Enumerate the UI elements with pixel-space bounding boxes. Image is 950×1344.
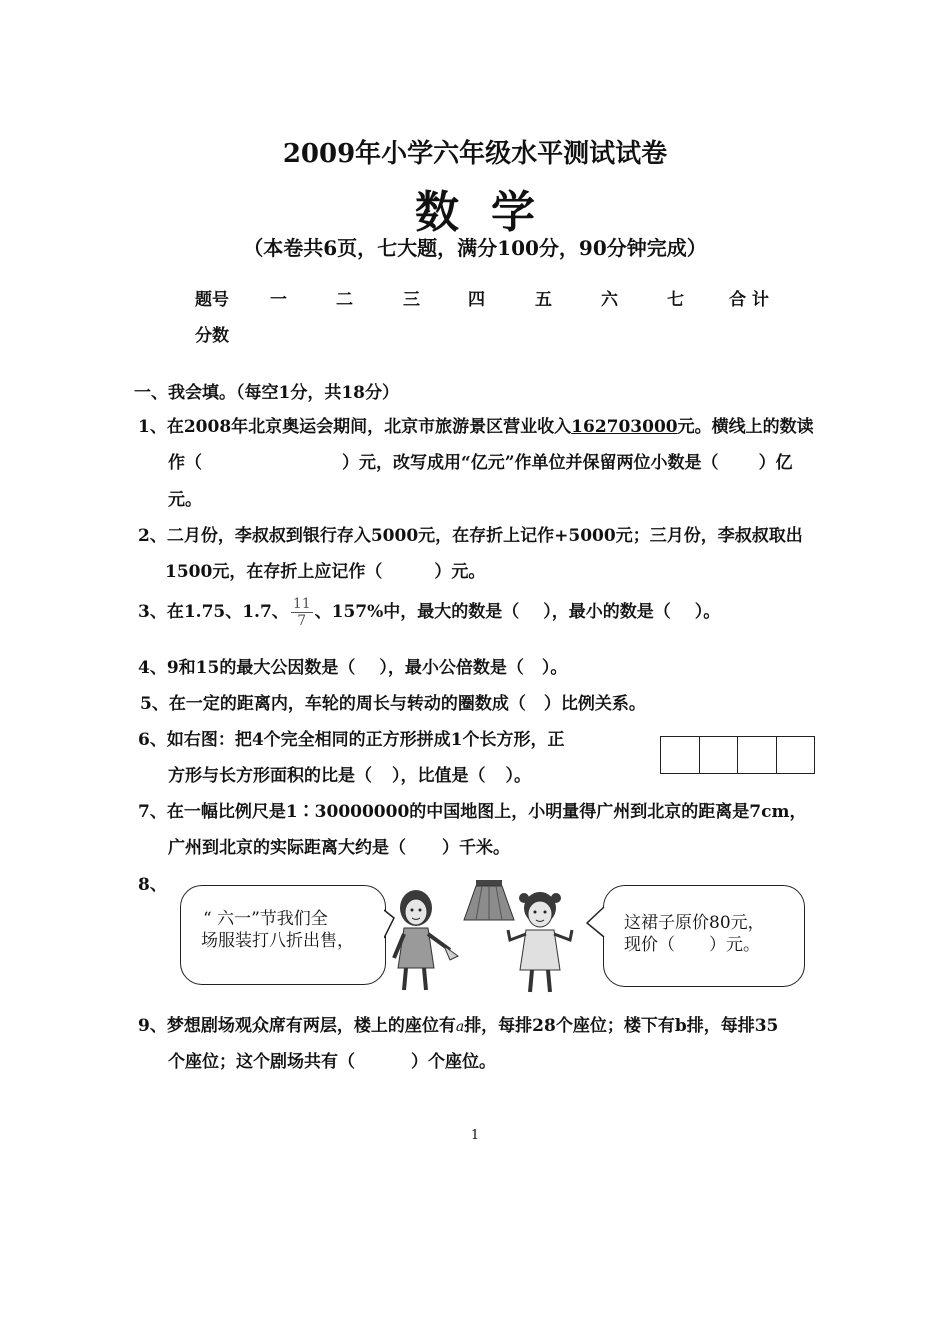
q4-text: ），最小公倍数是（ [379, 658, 524, 678]
question-6-line-2 [168, 761, 531, 786]
score-col: 七 [667, 290, 684, 310]
question-7-line-1: 7、在一幅比例尺是1∶30000000的中国地图上，小明量得广州到北京的距离是7cm， [138, 802, 807, 822]
question-6-line-1: 6、如右图：把4个完全相同的正方形拼成1个长方形，正 [138, 730, 565, 750]
right-girl-figure [508, 892, 572, 992]
q3-text: 、157%中，最大的数是（ [314, 602, 520, 622]
speech-bubble-right [603, 885, 805, 987]
q5-text: 5、在一定的距离内，车轮的周长与转动的圈数成（ [140, 694, 526, 714]
score-col: 六 [601, 290, 618, 310]
question-5 [140, 689, 646, 714]
question-1-line-3: 元。 [168, 490, 202, 510]
fraction-numerator: 11 [292, 596, 311, 612]
score-col: 二 [336, 290, 353, 310]
q1-underlined-number: 162703000 [571, 417, 678, 437]
q6-text: 方形与长方形面积的比是（ [168, 766, 372, 786]
speech-bubble-left [180, 885, 386, 985]
question-9-line-1 [138, 1011, 778, 1036]
q9-text: 个座位；这个剧场共有（ [168, 1052, 355, 1072]
q9-text: 排，每排28个座位；楼下有b排，每排35 [464, 1016, 779, 1036]
section-note: （每空1分，共18分） [236, 383, 399, 403]
exam-info: （本卷共6页，七大题，满分100分，90分钟完成） [243, 236, 707, 260]
score-row-label: 分数 [195, 326, 229, 346]
bubble-right-text: ）元。 [709, 935, 760, 955]
score-col: 一 [270, 290, 287, 310]
q2-text: ）元。 [434, 562, 486, 582]
square [777, 737, 815, 773]
illustration-girls-skirt [384, 878, 606, 996]
q6-text: ）。 [505, 766, 531, 786]
left-girl-figure [394, 890, 458, 990]
bubble-right-line-1: 这裙子原价80元， [624, 913, 765, 933]
page-number: 1 [470, 1128, 480, 1143]
question-3 [138, 596, 720, 629]
square [738, 737, 777, 773]
q9-text: ）个座位。 [411, 1052, 496, 1072]
square [661, 737, 700, 773]
bubble-left-line-1: “ 六一”节我们全 [203, 909, 328, 929]
skirt-icon [464, 880, 514, 920]
q1-text: 1、在2008年北京奥运会期间，北京市旅游景区营业收入 [138, 417, 572, 437]
bubble-tail-left [384, 910, 394, 938]
question-7-line-2 [168, 833, 510, 858]
q3-text: 3、在1.75、1.7、 [138, 602, 289, 622]
question-1-line-2 [168, 448, 793, 473]
question-9-line-2 [168, 1047, 496, 1072]
q7-text: ）千米。 [442, 838, 510, 858]
q2-text: 1500元，在存折上应记作（ [165, 562, 383, 582]
q3-text: ），最小的数是（ [543, 602, 671, 622]
q1-text: 作（ [168, 453, 202, 473]
bubble-right-line-2 [624, 934, 760, 956]
q4-text: ）。 [541, 658, 568, 678]
score-col: 四 [468, 290, 485, 310]
exam-title: 2009年小学六年级水平测试试卷 [282, 139, 668, 169]
square [700, 737, 739, 773]
subject-title: 数学 [415, 187, 567, 238]
bubble-left-line-2: 场服装打八折出售， [201, 931, 354, 951]
fraction-denominator: 7 [297, 613, 307, 629]
q3-text: ）。 [694, 602, 721, 622]
fraction [291, 596, 313, 629]
bubble-tail-right [585, 905, 605, 939]
score-col: 五 [535, 290, 552, 310]
question-2-line-1: 2、二月份，李叔叔到银行存入5000元，在存折上记作+5000元；三月份，李叔叔取出 [138, 526, 803, 546]
question-2-line-2 [165, 557, 485, 582]
q1-text: 元。横线上的数读 [677, 417, 814, 437]
q4-text: 4、9和15的最大公因数是（ [138, 658, 356, 678]
question-8-label: 8、 [138, 875, 167, 895]
q5-text: ）比例关系。 [543, 694, 646, 714]
score-col: 合 计 [729, 290, 769, 310]
section-heading [134, 378, 399, 403]
question-4 [138, 653, 567, 678]
q9-text: 9、梦想剧场观众席有两层，楼上的座位有 [138, 1016, 456, 1036]
q7-text: 广州到北京的实际距离大约是（ [168, 838, 406, 858]
q1-text: ）元，改写成用“亿元”作单位并保留两位小数是（ [342, 453, 719, 473]
q1-text: ）亿 [758, 453, 793, 473]
question-1-line-1 [138, 412, 814, 437]
score-col: 三 [403, 290, 420, 310]
bubble-right-text: 现价（ [624, 935, 675, 955]
score-row-label: 题号 [195, 290, 229, 310]
section-title: 一、我会填。 [134, 383, 236, 403]
variable-a: a [455, 1019, 465, 1035]
four-squares-rectangle-figure [660, 736, 815, 774]
q6-text: ），比值是（ [392, 766, 486, 786]
